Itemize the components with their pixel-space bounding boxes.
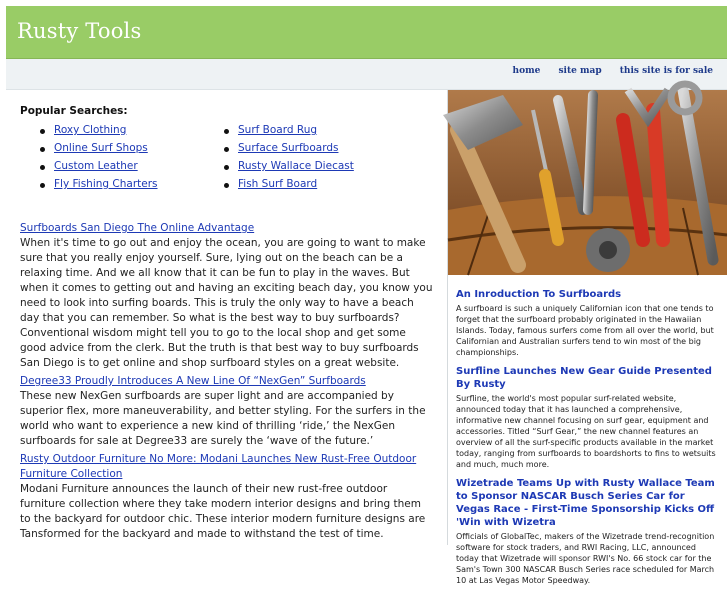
popular-link[interactable]: Rusty Wallace Diecast — [238, 160, 354, 172]
list-item — [40, 160, 158, 178]
article-body: When it's time to go out and enjoy the ocean, you are going to want to make sure that you really enjoy yourself. Sure, lying out on the beach can be a relaxing time. And we all know that it can be fun to play in the waves. But when it comes to getting out and having an exciting beach day, you know you need to look into surfing boards. This is truly the only way to have a beach day that you can remember. So what is the best way to buy surfboards? Conventional wisdom might tell you to go to the local shop and get some good advice from the clerk. But the truth is that best way to buy surfboards San Diego is to get online and shop surfboard styles on a great website. — [20, 237, 433, 369]
article-title-link[interactable]: Rusty Outdoor Furniture No More: Modani Launches New Rust-Free Outdoor Furniture Collection — [20, 453, 417, 480]
popular-link[interactable]: Surface Surfboards — [238, 142, 339, 154]
article-list — [20, 221, 434, 545]
sidebar-article-body: Surfline, the world's most popular surf-related website, announced today that it has launched a comprehensive, informative new channel focusing on surf gear, equipment and accessories. Titled “Surf Gear,” the new channel features an overview of all the surf-specific products available in the market today, ranging from surfboards to boardshorts to fins to wetsuits and much, much more. — [456, 394, 716, 469]
page-frame — [6, 6, 727, 585]
popular-link[interactable]: Fish Surf Board — [238, 178, 318, 190]
tools-photo — [448, 90, 727, 275]
popular-link[interactable]: Roxy Clothing — [54, 124, 127, 136]
list-item — [40, 178, 158, 196]
sidebar-article-title-link[interactable]: Surfline Launches New Gear Guide Presented By Rusty — [456, 366, 712, 390]
list-item — [224, 178, 354, 196]
site-title[interactable]: Rusty Tools — [17, 19, 142, 43]
tools-illustration — [448, 90, 727, 275]
article-body: Modani Furniture announces the launch of their new rust-free outdoor furniture collection where they take modern interior designs and bring them to the backyard for outdoor chic. These interior modern furniture designs are Tansformed for the backyard and made to withstand the test of time. — [20, 483, 426, 540]
main-content — [6, 90, 448, 545]
site-header — [6, 6, 727, 59]
sidebar-article-title-link[interactable]: Wizetrade Teams Up with Rusty Wallace Team to Sponsor NASCAR Busch Series Car for Vegas Race - First-Time Sponsorship Kicks Off 'Win with Wizetra — [456, 478, 715, 528]
article-title-link[interactable]: Degree33 Proudly Introduces A New Line Of “NexGen” Surfboards — [20, 375, 366, 387]
list-item — [224, 124, 354, 142]
sidebar-article-list — [456, 288, 720, 593]
popular-searches-left — [40, 124, 158, 196]
popular-link[interactable]: Online Surf Shops — [54, 142, 148, 154]
article-title-link[interactable]: Surfboards San Diego The Online Advantage — [20, 222, 255, 234]
nav-link-home[interactable]: home — [512, 66, 541, 76]
sidebar-article-body: Officials of GlobalTec, makers of the Wizetrade trend-recognition software for stock traders, and RWI Racing, LLC, announced today that Wizetrade will sponsor RWI's No. 66 stock car for the Sam's Town 300 NASCAR Busch Series race scheduled for March 10 at Las Vegas Motor Speedway. — [456, 532, 715, 585]
popular-searches-heading: Popular Searches: — [20, 105, 128, 117]
popular-link[interactable]: Fly Fishing Charters — [54, 178, 158, 190]
popular-searches-right — [224, 124, 354, 196]
nav-links — [498, 66, 713, 76]
list-item — [40, 124, 158, 142]
popular-link[interactable]: Custom Leather — [54, 160, 138, 172]
nav-bar — [6, 59, 727, 90]
sidebar — [448, 90, 727, 585]
nav-link-site-for-sale[interactable]: this site is for sale — [619, 66, 713, 76]
list-item — [224, 160, 354, 178]
list-item — [40, 142, 158, 160]
article-body: These new NexGen surfboards are super light and are accompanied by superior flex, more maneuverability, and better styling. For the surfers in the world who want to experience a new kind of thrilling ‘ride,’ the NexGen surfboards for sale at Degree33 are surely the ‘wave of the future.’ — [20, 390, 426, 447]
popular-link[interactable]: Surf Board Rug — [238, 124, 318, 136]
list-item — [224, 142, 354, 160]
sidebar-article-body: A surfboard is such a uniquely Californian icon that one tends to forget that the surfboard probably originated in the Hawaiian Islands. Today, famous surfers come from all over the world, but Californian and Australian surfers tend to win most of the big championships. — [456, 304, 714, 357]
nav-link-site-map[interactable]: site map — [558, 66, 602, 76]
sidebar-article-title-link[interactable]: An Inroduction To Surfboards — [456, 289, 622, 300]
